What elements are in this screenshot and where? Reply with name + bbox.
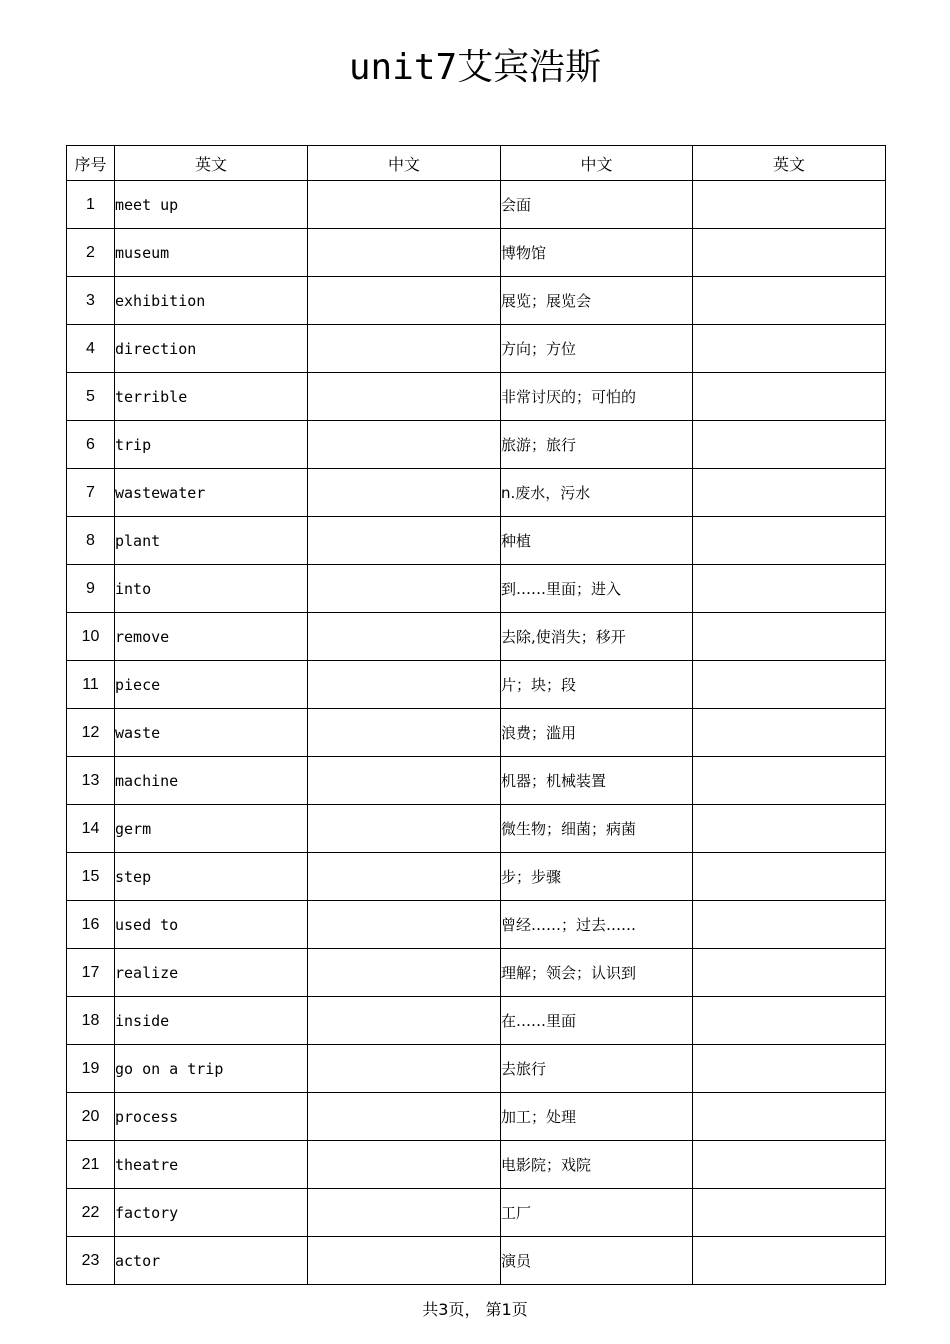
table-row — [67, 373, 886, 421]
row-number: 20 — [67, 1093, 115, 1141]
table-row — [67, 1093, 886, 1141]
english-answer-cell[interactable] — [693, 181, 886, 229]
table-row — [67, 1237, 886, 1285]
page-footer: 共3页， 第1页 — [422, 1300, 528, 1319]
english-word: meet up — [115, 181, 308, 229]
chinese-meaning: 电影院；戏院 — [501, 1141, 693, 1189]
row-number: 13 — [67, 757, 115, 805]
chinese-answer-cell[interactable] — [308, 277, 501, 325]
english-answer-cell[interactable] — [693, 325, 886, 373]
chinese-meaning: 加工；处理 — [501, 1093, 693, 1141]
english-answer-cell[interactable] — [693, 613, 886, 661]
chinese-answer-cell[interactable] — [308, 997, 501, 1045]
row-number: 10 — [67, 613, 115, 661]
table-row — [67, 1189, 886, 1237]
header-english: 英文 — [115, 146, 308, 181]
chinese-meaning: 在……里面 — [501, 997, 693, 1045]
table-row — [67, 709, 886, 757]
english-word: remove — [115, 613, 308, 661]
table-row — [67, 277, 886, 325]
english-answer-cell[interactable] — [693, 901, 886, 949]
row-number: 5 — [67, 373, 115, 421]
chinese-answer-cell[interactable] — [308, 325, 501, 373]
table-row — [67, 421, 886, 469]
chinese-answer-cell[interactable] — [308, 181, 501, 229]
english-answer-cell[interactable] — [693, 1045, 886, 1093]
chinese-answer-cell[interactable] — [308, 421, 501, 469]
row-number: 21 — [67, 1141, 115, 1189]
row-number: 19 — [67, 1045, 115, 1093]
english-answer-cell[interactable] — [693, 757, 886, 805]
row-number: 11 — [67, 661, 115, 709]
chinese-meaning: 非常讨厌的；可怕的 — [501, 373, 693, 421]
chinese-meaning: 步；步骤 — [501, 853, 693, 901]
english-word: exhibition — [115, 277, 308, 325]
chinese-meaning: 演员 — [501, 1237, 693, 1285]
english-word: step — [115, 853, 308, 901]
table-row — [67, 853, 886, 901]
english-word: trip — [115, 421, 308, 469]
row-number: 9 — [67, 565, 115, 613]
english-answer-cell[interactable] — [693, 229, 886, 277]
page-title: unit7艾宾浩斯 — [348, 47, 602, 88]
row-number: 2 — [67, 229, 115, 277]
row-number: 14 — [67, 805, 115, 853]
english-word: theatre — [115, 1141, 308, 1189]
chinese-meaning: 曾经……；过去…… — [501, 901, 693, 949]
table-row — [67, 901, 886, 949]
english-word: terrible — [115, 373, 308, 421]
chinese-meaning: 片；块；段 — [501, 661, 693, 709]
english-word: machine — [115, 757, 308, 805]
chinese-answer-cell[interactable] — [308, 853, 501, 901]
chinese-meaning: 理解；领会；认识到 — [501, 949, 693, 997]
chinese-answer-cell[interactable] — [308, 517, 501, 565]
english-answer-cell[interactable] — [693, 277, 886, 325]
english-word: waste — [115, 709, 308, 757]
english-word: actor — [115, 1237, 308, 1285]
english-answer-cell[interactable] — [693, 661, 886, 709]
english-answer-cell[interactable] — [693, 997, 886, 1045]
table-row — [67, 613, 886, 661]
header-english-blank: 英文 — [693, 146, 886, 181]
chinese-meaning: 微生物；细菌；病菌 — [501, 805, 693, 853]
vocabulary-table — [66, 145, 886, 1285]
chinese-meaning: 机器；机械装置 — [501, 757, 693, 805]
header-number: 序号 — [67, 146, 115, 181]
english-answer-cell[interactable] — [693, 517, 886, 565]
english-answer-cell[interactable] — [693, 1141, 886, 1189]
row-number: 23 — [67, 1237, 115, 1285]
chinese-meaning: 去旅行 — [501, 1045, 693, 1093]
table-row — [67, 1045, 886, 1093]
chinese-meaning: 工厂 — [501, 1189, 693, 1237]
row-number: 8 — [67, 517, 115, 565]
english-answer-cell[interactable] — [693, 949, 886, 997]
row-number: 12 — [67, 709, 115, 757]
chinese-answer-cell[interactable] — [308, 229, 501, 277]
chinese-meaning: 会面 — [501, 181, 693, 229]
english-answer-cell[interactable] — [693, 1189, 886, 1237]
row-number: 3 — [67, 277, 115, 325]
row-number: 15 — [67, 853, 115, 901]
chinese-answer-cell[interactable] — [308, 661, 501, 709]
english-answer-cell[interactable] — [693, 373, 886, 421]
chinese-answer-cell[interactable] — [308, 1093, 501, 1141]
english-answer-cell[interactable] — [693, 565, 886, 613]
chinese-answer-cell[interactable] — [308, 709, 501, 757]
chinese-meaning: n.废水，污水 — [501, 469, 693, 517]
table-row — [67, 325, 886, 373]
chinese-answer-cell[interactable] — [308, 1045, 501, 1093]
chinese-answer-cell[interactable] — [308, 949, 501, 997]
english-answer-cell[interactable] — [693, 1237, 886, 1285]
chinese-answer-cell[interactable] — [308, 901, 501, 949]
chinese-answer-cell[interactable] — [308, 805, 501, 853]
chinese-meaning: 方向；方位 — [501, 325, 693, 373]
english-word: into — [115, 565, 308, 613]
row-number: 16 — [67, 901, 115, 949]
english-answer-cell[interactable] — [693, 1093, 886, 1141]
chinese-answer-cell[interactable] — [308, 373, 501, 421]
chinese-meaning: 浪费；滥用 — [501, 709, 693, 757]
english-word: wastewater — [115, 469, 308, 517]
english-answer-cell[interactable] — [693, 853, 886, 901]
english-word: piece — [115, 661, 308, 709]
english-word: go on a trip — [115, 1045, 308, 1093]
row-number: 4 — [67, 325, 115, 373]
row-number: 7 — [67, 469, 115, 517]
chinese-meaning: 旅游；旅行 — [501, 421, 693, 469]
table-header-row — [67, 146, 886, 181]
chinese-meaning: 到……里面；进入 — [501, 565, 693, 613]
row-number: 6 — [67, 421, 115, 469]
english-answer-cell[interactable] — [693, 469, 886, 517]
chinese-answer-cell[interactable] — [308, 757, 501, 805]
table-row — [67, 757, 886, 805]
table-row — [67, 997, 886, 1045]
chinese-answer-cell[interactable] — [308, 1189, 501, 1237]
table-row — [67, 1141, 886, 1189]
english-answer-cell[interactable] — [693, 421, 886, 469]
table-row — [67, 181, 886, 229]
english-word: germ — [115, 805, 308, 853]
table-row — [67, 661, 886, 709]
row-number: 22 — [67, 1189, 115, 1237]
chinese-meaning: 展览；展览会 — [501, 277, 693, 325]
english-word: inside — [115, 997, 308, 1045]
table-row — [67, 517, 886, 565]
chinese-answer-cell[interactable] — [308, 469, 501, 517]
english-word: museum — [115, 229, 308, 277]
row-number: 18 — [67, 997, 115, 1045]
english-word: realize — [115, 949, 308, 997]
english-answer-cell[interactable] — [693, 805, 886, 853]
chinese-answer-cell[interactable] — [308, 1237, 501, 1285]
table-row — [67, 805, 886, 853]
chinese-answer-cell[interactable] — [308, 1141, 501, 1189]
chinese-meaning: 去除,使消失；移开 — [501, 613, 693, 661]
table-row — [67, 229, 886, 277]
english-answer-cell[interactable] — [693, 709, 886, 757]
chinese-answer-cell[interactable] — [308, 565, 501, 613]
english-word: used to — [115, 901, 308, 949]
row-number: 1 — [67, 181, 115, 229]
header-chinese-blank: 中文 — [308, 146, 501, 181]
english-word: factory — [115, 1189, 308, 1237]
table-row — [67, 565, 886, 613]
table-row — [67, 469, 886, 517]
table-row — [67, 949, 886, 997]
english-word: process — [115, 1093, 308, 1141]
english-word: plant — [115, 517, 308, 565]
english-word: direction — [115, 325, 308, 373]
row-number: 17 — [67, 949, 115, 997]
chinese-meaning: 种植 — [501, 517, 693, 565]
header-chinese: 中文 — [501, 146, 693, 181]
chinese-answer-cell[interactable] — [308, 613, 501, 661]
chinese-meaning: 博物馆 — [501, 229, 693, 277]
